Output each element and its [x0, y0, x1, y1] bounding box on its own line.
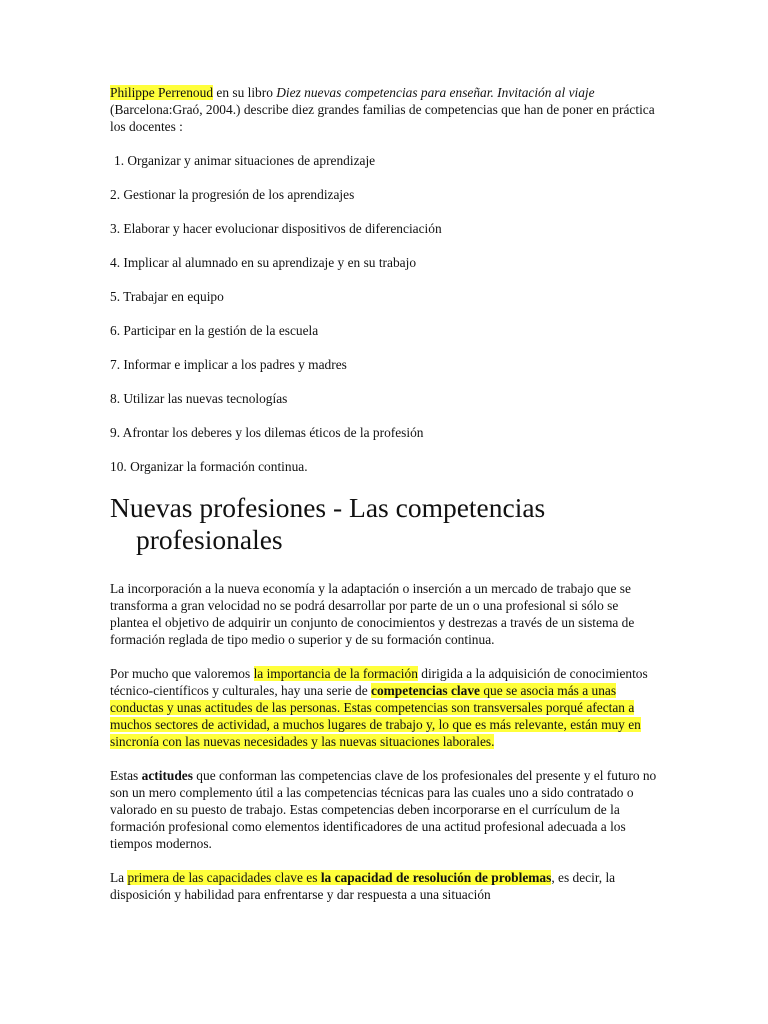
p4-text-a: La	[110, 870, 128, 885]
p3-bold-term: actitudes	[141, 768, 193, 783]
paragraph-1: La incorporación a la nueva economía y la adaptación o inserción a un mercado de trabajo que se transforma a gran velocidad no se podrá desarrollar por parte de un o una profesional si sólo se plantea el objetivo de adquirir un conjunto de conocimientos y destrezas a través de un sistema de formación reglada de tipo medio o superior y de su formación continua.	[110, 581, 635, 647]
paragraph-4	[110, 869, 658, 903]
list-item: 8. Utilizar las nuevas tecnologías	[110, 391, 288, 406]
intro-paragraph	[110, 84, 658, 135]
p3-text-a: Estas	[110, 768, 142, 783]
list-item: 3. Elaborar y hacer evolucionar dispositivos de diferenciación	[110, 221, 442, 236]
list-item: 2. Gestionar la progresión de los aprendizajes	[110, 187, 355, 202]
p2-highlight-3: Estas competencias son transversales porqué afectan a muchos sectores de actividad, a muchos lugares de trabajo y, lo que es más relevante, están muy en sincronía con las nuevas necesidades y las nuevas situaciones laborales.	[110, 700, 641, 749]
list-item: 7. Informar e implicar a los padres y madres	[110, 357, 347, 372]
list-item: 9. Afrontar los deberes y los dilemas éticos de la profesión	[110, 425, 424, 440]
paragraph-2	[110, 665, 658, 750]
paragraph-3	[110, 767, 658, 852]
p4-text-b: , es decir, la disposición y habilidad para enfrentarse y dar respuesta a una situación	[110, 870, 616, 902]
p2-bold-term: competencias clave	[371, 683, 480, 698]
intro-text-1: en su libro	[213, 85, 277, 100]
document-content	[110, 84, 658, 920]
book-title: Diez nuevas competencias para enseñar. Invitación al viaje	[276, 85, 595, 100]
p3-text-b: que conforman las competencias clave de los profesionales del presente y el futuro no son un mero complemento útil a las competencias técnicas para las cuales uno a sido contratado o valorado en su puesto de trabajo. Estas competencias deben incorporarse en el currículum de la formación profesional como elementos identificadores de una actitud profesional adecuada a los tiempos modernos.	[110, 768, 657, 851]
list-item: 5. Trabajar en equipo	[110, 289, 224, 304]
intro-text-2: (Barcelona:Graó, 2004.) describe diez grandes familias de competencias que han de poner en práctica los docentes :	[110, 102, 655, 134]
p4-highlight-text: primera de las capacidades clave es	[127, 870, 321, 885]
author-name: Philippe Perrenoud	[110, 85, 214, 100]
section-heading: Nuevas profesiones - Las competencias profesionales	[110, 492, 546, 555]
list-item: 6. Participar en la gestión de la escuela	[110, 323, 319, 338]
p4-bold-term: la capacidad de resolución de problemas	[320, 870, 552, 885]
list-item: 1. Organizar y animar situaciones de aprendizaje	[114, 153, 376, 168]
list-item: 4. Implicar al alumnado en su aprendizaje y en su trabajo	[110, 255, 417, 270]
p2-highlight-1: la importancia de la formación	[253, 666, 418, 681]
p4-highlight	[127, 870, 551, 885]
p2-text-c: que se asocia más a unas conductas y unas actitudes de las personas.	[110, 683, 617, 715]
p2-text-b: dirigida a la adquisición de conocimientos técnico-científicos y culturales, hay una serie de	[110, 666, 648, 698]
p2-text-a: Por mucho que valoremos	[110, 666, 254, 681]
list-item: 10. Organizar la formación continua.	[110, 459, 308, 474]
